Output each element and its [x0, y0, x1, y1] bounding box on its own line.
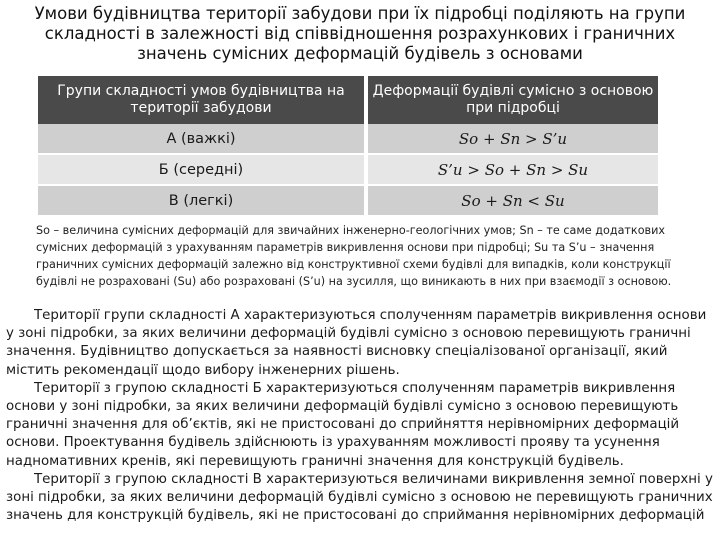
group-cell: В (легкі) — [38, 185, 366, 216]
table-row — [38, 154, 658, 185]
body-text — [6, 307, 714, 525]
condition-cell: S’u > Sо + Sn > Su — [366, 154, 658, 185]
complexity-groups-table — [38, 76, 658, 217]
condition-cell: Sо + Sn > S’u — [366, 124, 658, 154]
group-cell: Б (середні) — [38, 154, 366, 185]
table-row — [38, 124, 658, 154]
table-row — [38, 185, 658, 216]
table-header-row — [38, 76, 658, 124]
paragraph-group-b: Території з групою складності Б характеризуються сполученням параметрів викривлення основи у зоні підробки, за яких величини деформацій будівлі сумісно з основою перевищують граничні значення для об’єктів, які не пристосовані до сприйняття нерівномірних деформацій основи. Проектування будівель здійснюють із урахуванням можливості прояву та усунення надномативних кренів, які перевищують граничні значення для конструкцій будівель. — [6, 380, 680, 469]
table-footnote: Sо – величина сумісних деформацій для звичайних інженерно-геологічних умов; Sn – те саме додаткових сумісних деформацій з урахуванням параметрів викривлення основи при підробці; Su та S’u – значення граничних сумісних деформацій залежно від конструктивної схеми будівлі для випадків, коли конструкції будівлі не розраховані (Su) або розраховані (S’u) на зусилля, що виникають в них при взаємодії з основою. — [36, 224, 672, 288]
paragraph-group-c: Території з групою складності В характеризуються величинами викривлення земної поверхні у зоні підробки, за яких величини деформацій будівлі сумісно з основою не перевищують граничних значень для конструкцій будівель, які не пристосовані до сприймання нерівномірних деформацій — [6, 471, 713, 524]
paragraph-group-a: Території групи складності А характеризуються сполученням параметрів викривлення основи у зоні підробки, за яких величини деформацій будівлі сумісно з основою перевищують граничні значення. Будівництво допускається за наявності висновку спеціалізованої організації, який містить рекомендації щодо вибору інженерних рішень. — [6, 308, 707, 378]
column-header-deformations: Деформації будівлі сумісно з основою при підробці — [366, 76, 658, 124]
column-header-groups: Групи складності умов будівництва на території забудови — [38, 76, 366, 124]
group-cell: А (важкі) — [38, 124, 366, 154]
page-title: Умови будівництва території забудови при їх підробці поділяють на групи складності в залежності від співвідношення розрахункових і граничних значень сумісних деформацій будівель з основами — [34, 4, 686, 63]
condition-cell: Sо + Sn < Su — [366, 185, 658, 216]
